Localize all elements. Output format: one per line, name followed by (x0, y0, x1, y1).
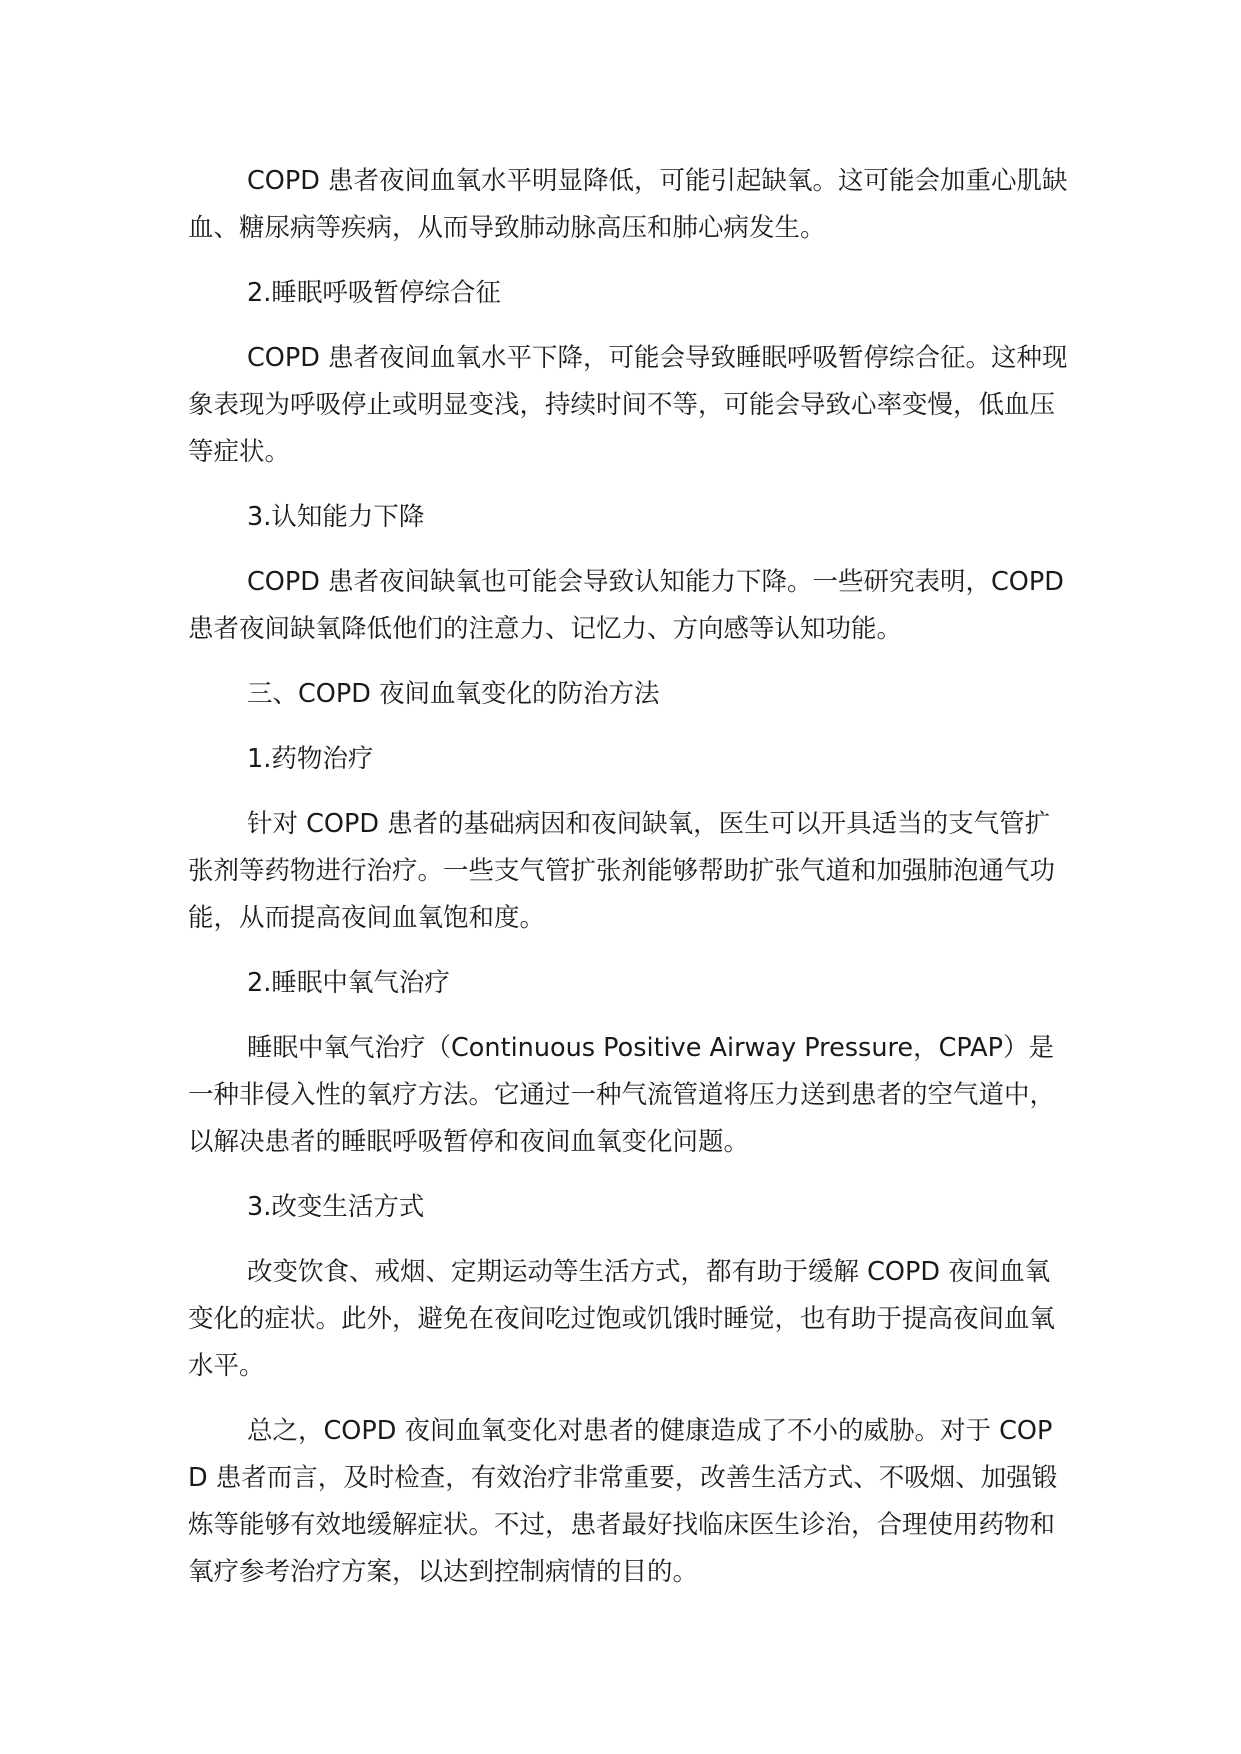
paragraph-oxygen-therapy: 睡眠中氧气治疗（Continuous Positive Airway Pressure，CPAP）是一种非侵入性的氧疗方法。它通过一种气流管道将压力送到患者的空气道中，以解决患者的睡眠呼吸暂停和夜间血氧变化问题。 (188, 1033, 1056, 1157)
paragraph-conclusion: 总之，COPD 夜间血氧变化对患者的健康造成了不小的威胁。对于 COPD 患者而言，及时检查，有效治疗非常重要，改善生活方式、不吸烟、加强锻炼等能够有效地缓解症状。不过，患者最好找临床医生诊治，合理使用药物和氧疗参考治疗方案，以达到控制病情的目的。 (188, 1416, 1058, 1587)
paragraph-lifestyle: 改变饮食、戒烟、定期运动等生活方式，都有助于缓解 COPD 夜间血氧变化的症状。此外，避免在夜间吃过饱或饥饿时睡觉，也有助于提高夜间血氧水平。 (188, 1257, 1056, 1381)
heading-lifestyle: 3.改变生活方式 (247, 1192, 425, 1222)
paragraph-sleep-apnea: COPD 患者夜间血氧水平下降，可能会导致睡眠呼吸暂停综合征。这种现象表现为呼吸停止或明显变浅，持续时间不等，可能会导致心率变慢，低血压等症状。 (188, 343, 1068, 467)
paragraph-cognitive-decline: COPD 患者夜间缺氧也可能会导致认知能力下降。一些研究表明，COPD 患者夜间缺氧降低他们的注意力、记忆力、方向感等认知功能。 (188, 567, 1064, 644)
document-body (188, 158, 1068, 1614)
paragraph-hypoxia-effects: COPD 患者夜间血氧水平明显降低，可能引起缺氧。这可能会加重心肌缺血、糖尿病等疾病，从而导致肺动脉高压和肺心病发生。 (188, 166, 1068, 243)
heading-cognitive-decline: 3.认知能力下降 (247, 502, 425, 532)
heading-sleep-apnea: 2.睡眠呼吸暂停综合征 (247, 278, 501, 308)
heading-section-three: 三、COPD 夜间血氧变化的防治方法 (247, 679, 660, 709)
heading-drug-therapy: 1.药物治疗 (247, 744, 374, 774)
heading-oxygen-therapy: 2.睡眠中氧气治疗 (247, 968, 450, 998)
paragraph-drug-therapy: 针对 COPD 患者的基础病因和夜间缺氧，医生可以开具适当的支气管扩张剂等药物进行治疗。一些支气管扩张剂能够帮助扩张气道和加强肺泡通气功能，从而提高夜间血氧饱和度。 (188, 809, 1056, 933)
